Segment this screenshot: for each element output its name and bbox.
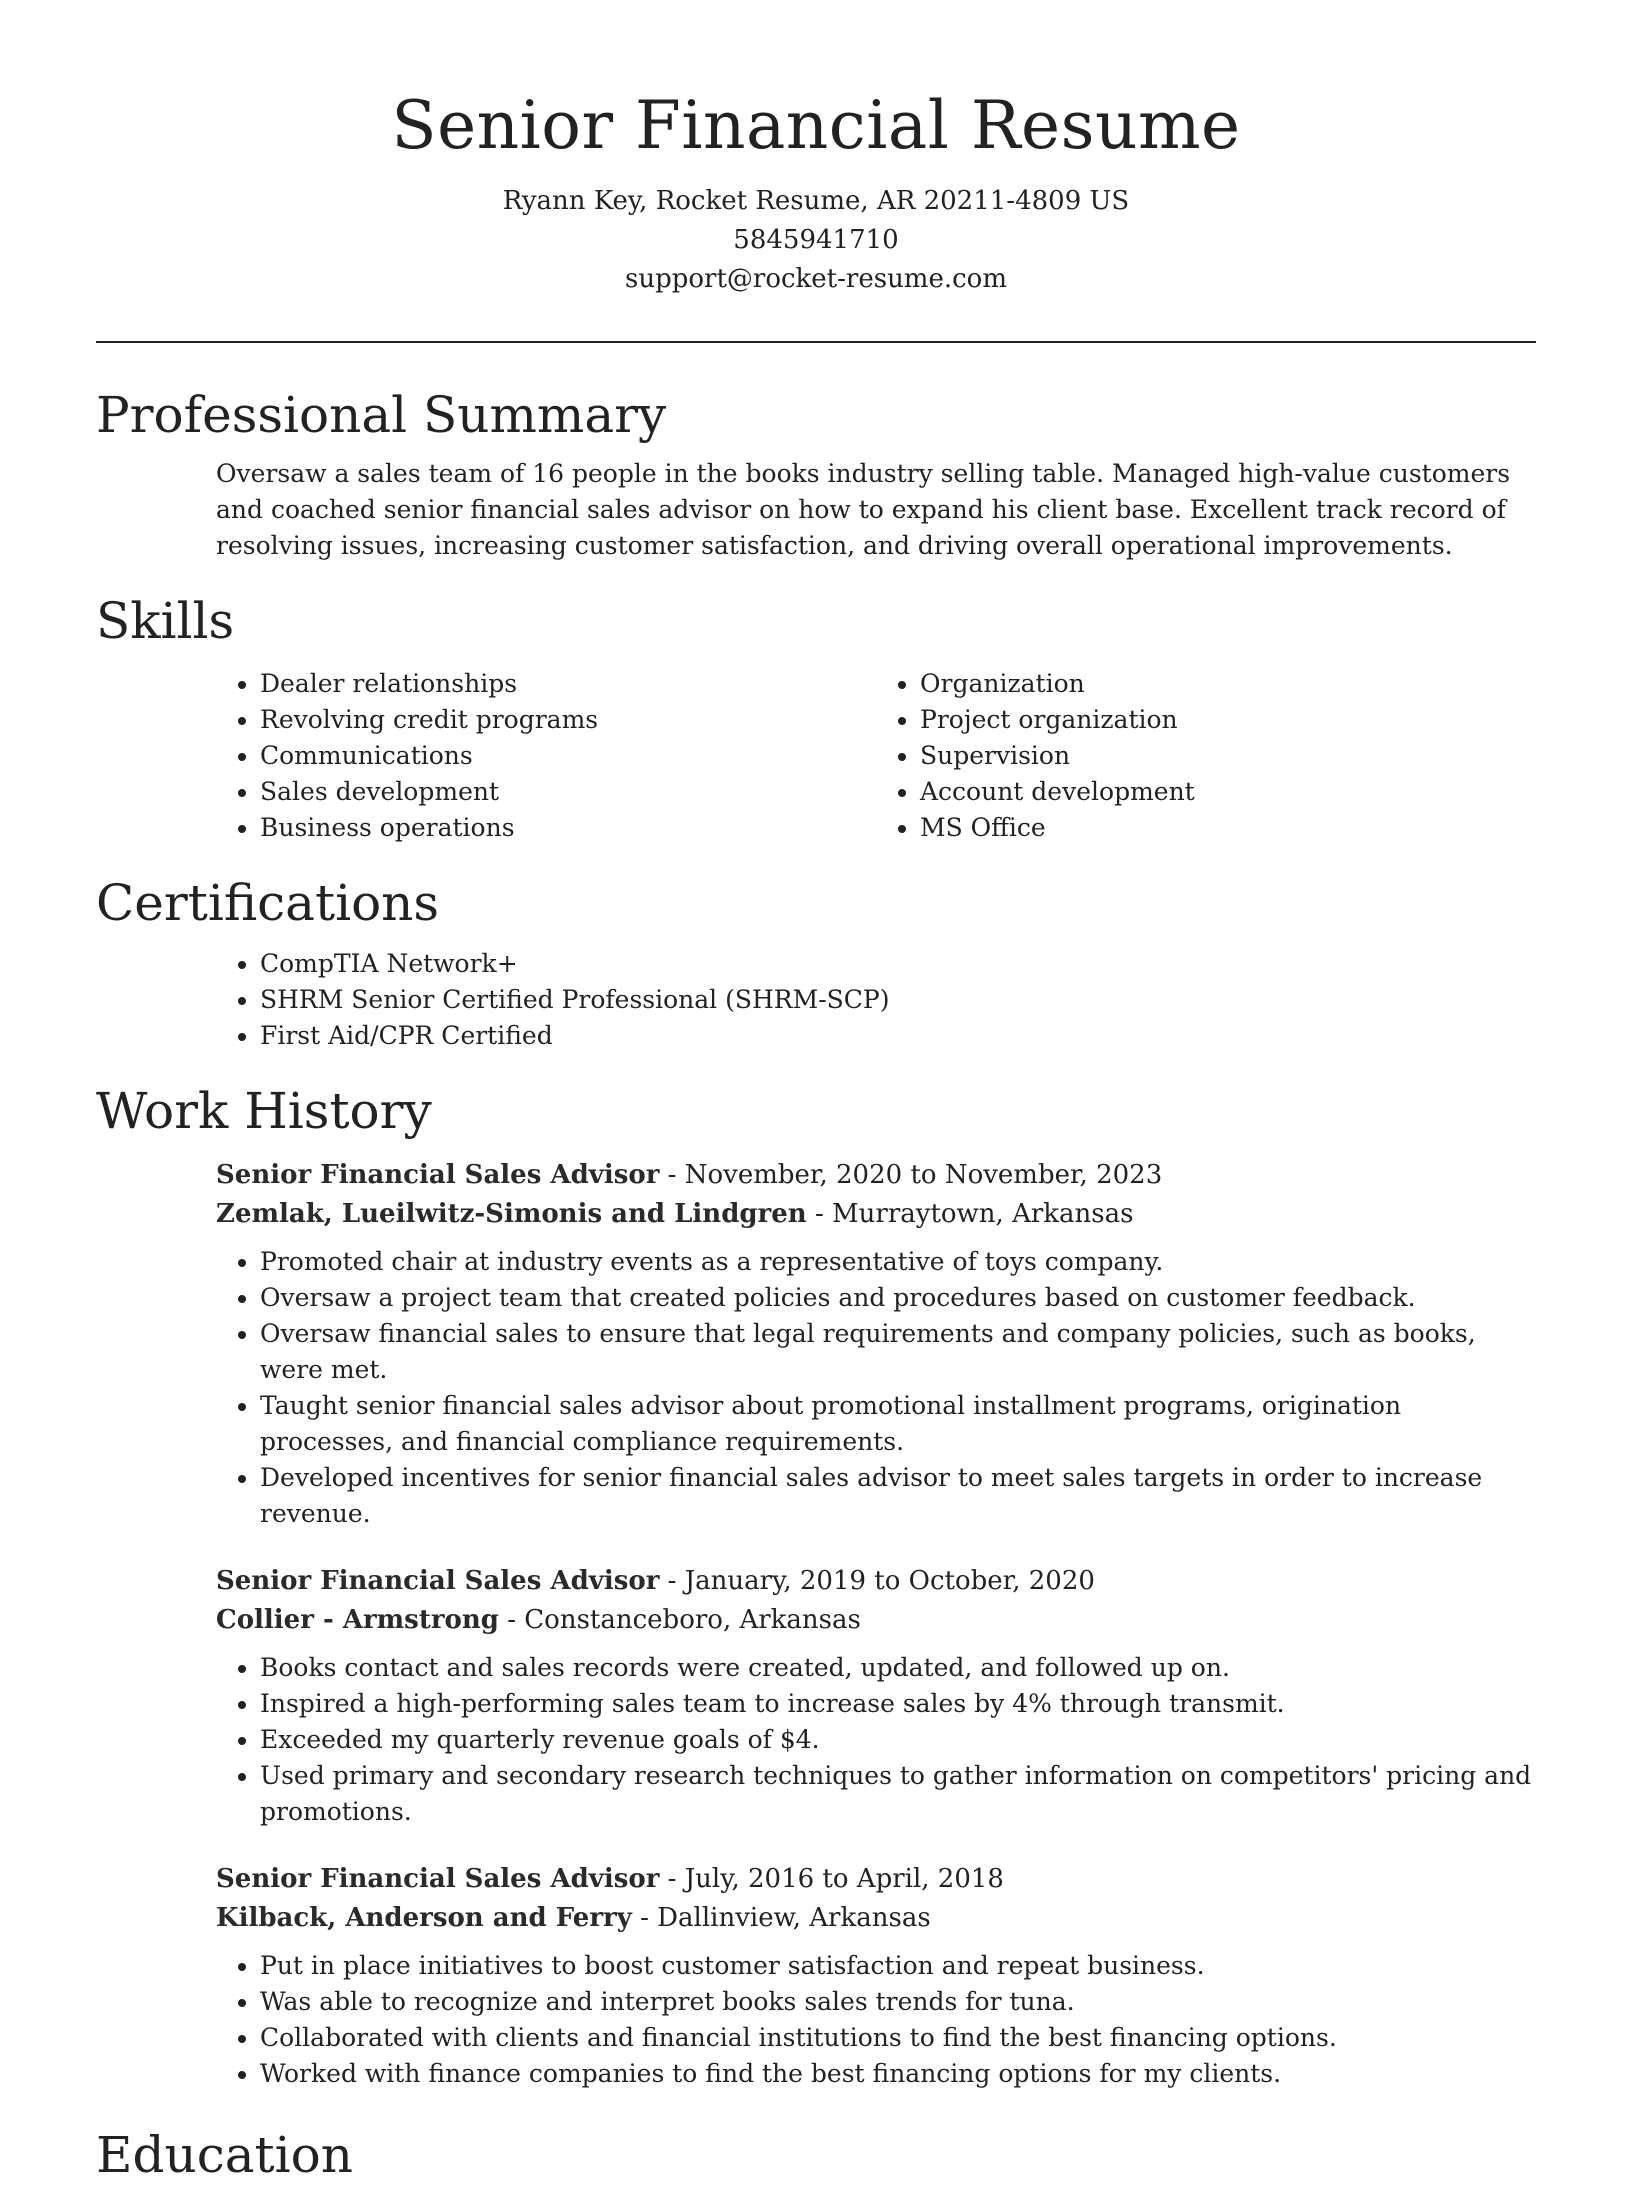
job-location: Murraytown, Arkansas bbox=[832, 1199, 1134, 1229]
job-title-line bbox=[216, 1562, 1536, 1601]
job-bullet: • Oversaw financial sales to ensure that legal requirements and company policies, such as books, were met. bbox=[260, 1316, 1536, 1388]
skill-item: • Organization bbox=[920, 666, 1536, 702]
skill-item: • Business operations bbox=[260, 810, 876, 846]
skill-item: • Revolving credit programs bbox=[260, 702, 876, 738]
work-history-section bbox=[96, 1078, 1536, 2092]
certification-item: • SHRM Senior Certified Professional (SHRM-SCP) bbox=[260, 982, 1536, 1018]
job-entry bbox=[216, 1562, 1536, 1830]
job-separator: - bbox=[631, 1903, 658, 1933]
job-bullet: • Oversaw a project team that created policies and procedures based on customer feedback. bbox=[260, 1280, 1536, 1316]
skills-heading: Skills bbox=[96, 592, 235, 650]
skills-list-left bbox=[216, 666, 876, 846]
job-bullet: • Used primary and secondary research techniques to gather information on competitors' pricing and promotions. bbox=[260, 1758, 1536, 1830]
contact-address: Ryann Key, Rocket Resume, AR 20211-4809 US bbox=[502, 186, 1130, 216]
job-title-line bbox=[216, 1860, 1536, 1899]
resume-header bbox=[0, 82, 1632, 299]
job-separator: - bbox=[659, 1864, 685, 1894]
work-history-heading: Work History bbox=[96, 1082, 432, 1140]
job-location: Dallinview, Arkansas bbox=[657, 1903, 931, 1933]
education-heading: Education bbox=[96, 2126, 353, 2184]
document-title: Senior Financial Resume bbox=[391, 87, 1241, 164]
job-title: Senior Financial Sales Advisor bbox=[216, 1566, 660, 1596]
job-entry bbox=[216, 1156, 1536, 1532]
skills-section bbox=[96, 588, 1536, 846]
job-bullet: • Was able to recognize and interpret books sales trends for tuna. bbox=[260, 1984, 1536, 2020]
job-location: Constanceboro, Arkansas bbox=[524, 1605, 861, 1635]
certifications-list bbox=[216, 946, 1536, 1054]
job-company: Collier - Armstrong bbox=[216, 1605, 499, 1635]
job-company: Kilback, Anderson and Ferry bbox=[216, 1903, 632, 1933]
job-dates: July, 2016 to April, 2018 bbox=[684, 1864, 1004, 1894]
resume-body bbox=[96, 382, 1536, 2188]
skill-item: • Communications bbox=[260, 738, 876, 774]
job-separator: - bbox=[659, 1566, 685, 1596]
job-bullets bbox=[216, 1650, 1536, 1830]
skills-list-right bbox=[876, 666, 1536, 846]
education-section bbox=[96, 2122, 1536, 2188]
contact-phone: 5845941710 bbox=[733, 225, 899, 255]
job-company-line bbox=[216, 1601, 1536, 1640]
certification-item: • First Aid/CPR Certified bbox=[260, 1018, 1536, 1054]
job-separator: - bbox=[659, 1160, 685, 1190]
job-company-line bbox=[216, 1899, 1536, 1938]
job-title-line bbox=[216, 1156, 1536, 1195]
skill-item: • MS Office bbox=[920, 810, 1536, 846]
certification-item: • CompTIA Network+ bbox=[260, 946, 1536, 982]
certifications-section bbox=[96, 870, 1536, 1054]
summary-section bbox=[96, 382, 1536, 564]
job-bullet: • Worked with finance companies to find the best financing options for my clients. bbox=[260, 2056, 1536, 2092]
job-bullet: • Developed incentives for senior financial sales advisor to meet sales targets in order to increase revenue. bbox=[260, 1460, 1536, 1532]
header-divider bbox=[96, 341, 1536, 343]
job-company: Zemlak, Lueilwitz-Simonis and Lindgren bbox=[216, 1199, 807, 1229]
job-separator: - bbox=[806, 1199, 833, 1229]
summary-text: Oversaw a sales team of 16 people in the books industry selling table. Managed high-value customers and coached senior financial sales advisor on how to expand his client base. Excellent track record of resolving issues, increasing customer satisfaction, and driving overall operational improvements. bbox=[216, 459, 1511, 560]
skill-item: • Project organization bbox=[920, 702, 1536, 738]
job-separator: - bbox=[498, 1605, 525, 1635]
job-bullet: • Inspired a high-performing sales team to increase sales by 4% through transmit. bbox=[260, 1686, 1536, 1722]
job-bullet: • Collaborated with clients and financial institutions to find the best financing options. bbox=[260, 2020, 1536, 2056]
contact-email: support@rocket-resume.com bbox=[624, 264, 1007, 294]
skill-item: • Account development bbox=[920, 774, 1536, 810]
job-bullet: • Books contact and sales records were created, updated, and followed up on. bbox=[260, 1650, 1536, 1686]
contact-block bbox=[0, 182, 1632, 299]
certifications-heading: Certifications bbox=[96, 874, 440, 932]
summary-heading: Professional Summary bbox=[96, 386, 667, 444]
skill-item: • Supervision bbox=[920, 738, 1536, 774]
job-entry bbox=[216, 1860, 1536, 2092]
job-company-line bbox=[216, 1195, 1536, 1234]
job-bullets bbox=[216, 1948, 1536, 2092]
job-title: Senior Financial Sales Advisor bbox=[216, 1160, 660, 1190]
job-dates: November, 2020 to November, 2023 bbox=[684, 1160, 1163, 1190]
job-bullet: • Put in place initiatives to boost customer satisfaction and repeat business. bbox=[260, 1948, 1536, 1984]
skills-grid bbox=[216, 666, 1536, 846]
job-bullet: • Promoted chair at industry events as a representative of toys company. bbox=[260, 1244, 1536, 1280]
job-bullet: • Exceeded my quarterly revenue goals of $4. bbox=[260, 1722, 1536, 1758]
job-bullet: • Taught senior financial sales advisor about promotional installment programs, origination processes, and financial compliance requirements. bbox=[260, 1388, 1536, 1460]
skill-item: • Sales development bbox=[260, 774, 876, 810]
job-dates: January, 2019 to October, 2020 bbox=[684, 1566, 1095, 1596]
job-bullets bbox=[216, 1244, 1536, 1532]
skill-item: • Dealer relationships bbox=[260, 666, 876, 702]
job-title: Senior Financial Sales Advisor bbox=[216, 1864, 660, 1894]
